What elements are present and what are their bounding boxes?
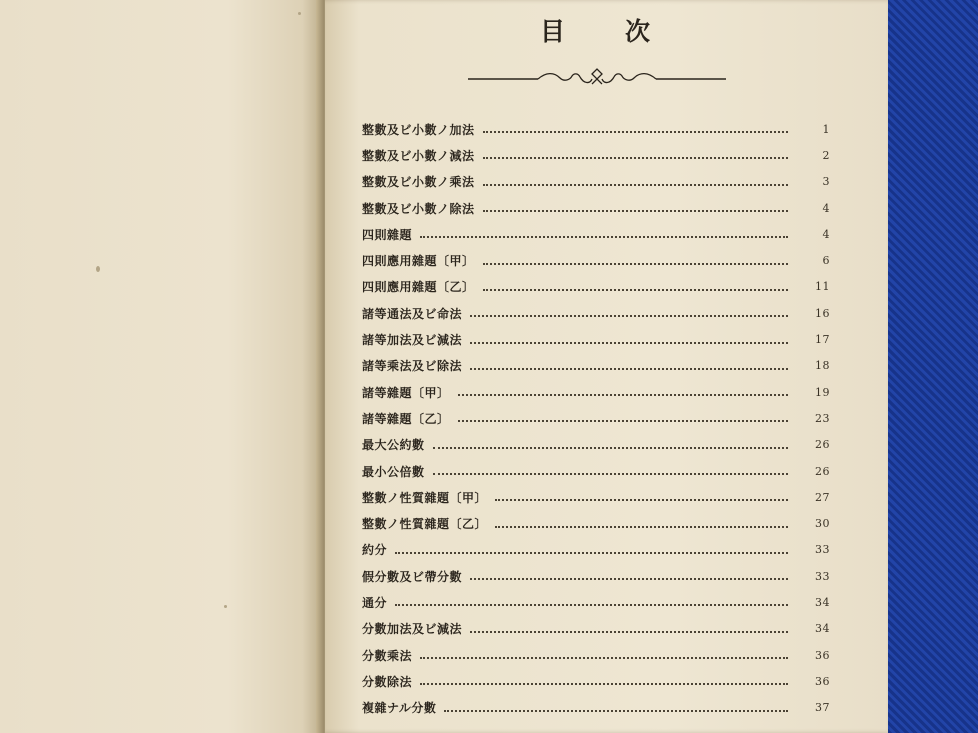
toc-entry [362,484,832,510]
page-title [540,12,650,48]
toc-entry [362,589,832,615]
toc-entry [362,221,832,247]
toc-entry [362,247,832,273]
toc-entry [362,432,832,458]
toc-entry-label: 分數乘法 [362,648,413,663]
toc-entry-label: 四則雜題 [362,227,413,242]
toc-entry-label: 四則應用雜題〔甲〕 [362,254,475,269]
toc-entry-page-number: 17 [815,333,830,347]
toc-entry [362,563,832,589]
paper-speck [96,266,100,272]
toc-entry-page-number: 4 [822,227,830,241]
toc-entry-label: 整數及ビ小數ノ除法 [362,201,475,216]
toc-entry-page-number: 18 [815,359,830,373]
toc-entry-label: 最大公約數 [362,438,425,453]
dot-leader [420,647,788,659]
toc-entry-label: 複雜ナル分數 [362,701,437,716]
toc-entry-page-number: 1 [822,122,830,136]
dot-leader [470,305,788,317]
toc-entry-page-number: 6 [822,254,830,268]
toc-entry [362,195,832,221]
toc-entry-label: 約分 [362,543,388,558]
toc-entry [362,458,832,484]
toc-entry [362,616,832,642]
toc-entry-page-number: 33 [815,569,830,583]
toc-entry-label: 假分數及ビ帶分數 [362,569,463,584]
dot-leader [458,384,788,396]
toc-entry-label: 整數ノ性質雜題〔乙〕 [362,517,488,532]
dot-leader [470,568,788,580]
dot-leader [483,147,788,159]
toc-entry-label: 整數及ビ小數ノ減法 [362,148,475,163]
title-char-1: 目 [540,17,566,46]
toc-entry-page-number: 27 [815,490,830,504]
toc-entry-page-number: 26 [815,464,830,478]
dot-leader [444,700,788,712]
title-char-2: 次 [624,17,650,46]
toc-entry-page-number: 26 [815,438,830,452]
dot-leader [483,174,788,186]
paper-speck [224,605,227,608]
left-page [0,0,325,733]
toc-entry-label: 諸等加法及ビ減法 [362,333,463,348]
toc-entry-label: 最小公倍數 [362,464,425,479]
toc-entry-label: 四則應用雜題〔乙〕 [362,280,475,295]
dot-leader [433,463,788,475]
toc-entry [362,169,832,195]
dot-leader [420,673,788,685]
dot-leader [483,253,788,265]
toc-entry-label: 諸等乘法及ビ除法 [362,359,463,374]
toc-entry-label: 諸等通法及ビ命法 [362,306,463,321]
toc-entry [362,300,832,326]
toc-entry-page-number: 19 [815,385,830,399]
toc-entry-label: 整數及ビ小數ノ加法 [362,122,475,137]
dot-leader [483,200,788,212]
blue-cloth-background [888,0,978,733]
ornament-divider-icon [468,64,726,94]
toc-entry [362,379,832,405]
dot-leader [395,594,788,606]
table-of-contents [362,116,832,721]
toc-entry-page-number: 36 [815,674,830,688]
toc-entry [362,510,832,536]
dot-leader [458,410,788,422]
toc-entry [362,537,832,563]
toc-entry [362,668,832,694]
dot-leader [433,437,788,449]
dot-leader [470,358,788,370]
dot-leader [495,489,788,501]
toc-entry-page-number: 30 [815,517,830,531]
dot-leader [495,516,788,528]
toc-entry-page-number: 23 [815,411,830,425]
toc-entry-label: 分數除法 [362,674,413,689]
toc-entry-page-number: 33 [815,543,830,557]
toc-entry-page-number: 16 [815,306,830,320]
toc-entry-label: 整數及ビ小數ノ乘法 [362,175,475,190]
toc-entry-page-number: 3 [822,175,830,189]
dot-leader [483,279,788,291]
dot-leader [470,621,788,633]
toc-entry-page-number: 36 [815,648,830,662]
dot-leader [395,542,788,554]
toc-entry [362,142,832,168]
toc-entry [362,116,832,142]
toc-entry-label: 整數ノ性質雜題〔甲〕 [362,490,488,505]
toc-entry-label: 通分 [362,595,388,610]
toc-entry [362,642,832,668]
toc-entry [362,353,832,379]
toc-entry-label: 諸等雜題〔乙〕 [362,411,450,426]
toc-entry-page-number: 37 [815,701,830,715]
paper-speck [298,12,301,15]
toc-entry-page-number: 34 [815,595,830,609]
toc-entry-label: 諸等雜題〔甲〕 [362,385,450,400]
toc-entry [362,274,832,300]
toc-entry [362,326,832,352]
toc-entry [362,405,832,431]
dot-leader [470,332,788,344]
toc-entry-page-number: 4 [822,201,830,215]
toc-entry [362,695,832,721]
toc-entry-page-number: 2 [822,148,830,162]
dot-leader [483,121,788,133]
toc-entry-page-number: 34 [815,622,830,636]
dot-leader [420,226,788,238]
toc-entry-label: 分數加法及ビ減法 [362,622,463,637]
toc-entry-page-number: 11 [815,280,830,294]
